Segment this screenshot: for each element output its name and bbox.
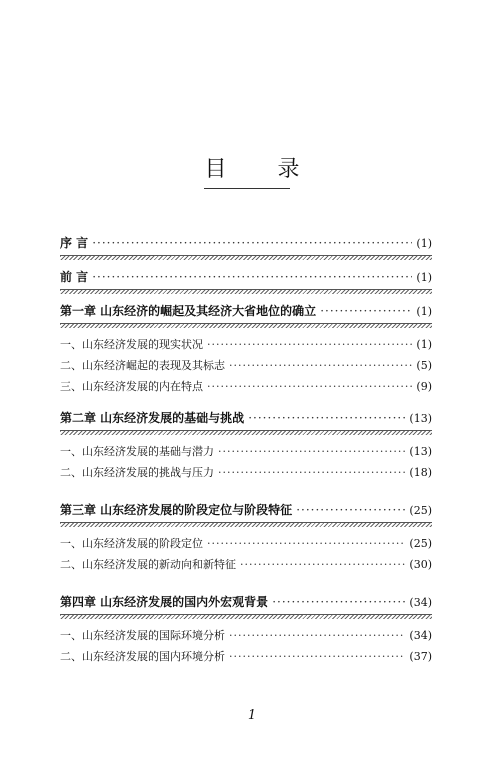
toc-leader-dots bbox=[218, 441, 405, 462]
hatched-divider bbox=[60, 522, 432, 527]
toc-entry-page: (13) bbox=[409, 412, 432, 425]
toc-entry-label: 一、山东经济发展的阶段定位 bbox=[60, 537, 203, 550]
toc-entry-label: 三、山东经济发展的内在特点 bbox=[60, 380, 203, 393]
toc-entry-section[interactable] bbox=[60, 355, 432, 376]
toc-entry-page: (30) bbox=[409, 558, 432, 571]
toc-entry-label: 二、山东经济崛起的表现及其标志 bbox=[60, 359, 225, 372]
toc-entry-label: 一、山东经济发展的基础与潜力 bbox=[60, 445, 214, 458]
hatched-divider bbox=[60, 289, 432, 294]
toc-entry-label: 二、山东经济发展的国内环境分析 bbox=[60, 650, 225, 663]
toc-leader-dots bbox=[207, 533, 405, 554]
toc-leader-dots bbox=[229, 646, 405, 667]
toc-entry-foreword[interactable] bbox=[60, 266, 432, 288]
table-of-contents bbox=[60, 232, 432, 667]
toc-entry-label: 第三章 山东经济发展的阶段定位与阶段特征 bbox=[60, 503, 293, 517]
toc-leader-dots bbox=[248, 407, 405, 429]
toc-leader-dots bbox=[240, 554, 405, 575]
spacer bbox=[60, 397, 432, 407]
toc-leader-dots bbox=[207, 376, 412, 397]
toc-entry-label: 第一章 山东经济的崛起及其经济大省地位的确立 bbox=[60, 304, 317, 318]
toc-leader-dots bbox=[229, 355, 412, 376]
toc-leader-dots bbox=[207, 334, 412, 355]
toc-leader-dots bbox=[92, 266, 412, 288]
toc-entry-section[interactable] bbox=[60, 376, 432, 397]
toc-entry-section[interactable] bbox=[60, 625, 432, 646]
toc-entry-page: (1) bbox=[416, 305, 432, 318]
toc-entry-label: 一、山东经济发展的国际环境分析 bbox=[60, 629, 225, 642]
hatched-divider bbox=[60, 323, 432, 328]
toc-leader-dots bbox=[272, 591, 405, 613]
page-number: 1 bbox=[247, 708, 257, 723]
toc-leader-dots bbox=[296, 499, 405, 521]
toc-entry-chapter-2[interactable] bbox=[60, 407, 432, 429]
toc-entry-chapter-4[interactable] bbox=[60, 591, 432, 613]
toc-entry-page: (37) bbox=[409, 650, 432, 663]
toc-entry-page: (9) bbox=[416, 380, 432, 393]
toc-entry-page: (1) bbox=[416, 271, 432, 284]
toc-leader-dots bbox=[229, 625, 405, 646]
toc-entry-label: 第四章 山东经济发展的国内外宏观背景 bbox=[60, 595, 269, 609]
toc-entry-chapter-1[interactable] bbox=[60, 300, 432, 322]
toc-entry-page: (34) bbox=[409, 629, 432, 642]
spacer bbox=[60, 575, 432, 591]
hatched-divider bbox=[60, 255, 432, 260]
toc-leader-dots bbox=[92, 232, 412, 254]
toc-entry-label: 一、山东经济发展的现实状况 bbox=[60, 338, 203, 351]
toc-entry-page: (18) bbox=[409, 466, 432, 479]
toc-entry-section[interactable] bbox=[60, 554, 432, 575]
spacer bbox=[60, 483, 432, 499]
toc-entry-label: 二、山东经济发展的新动向和新特征 bbox=[60, 558, 236, 571]
toc-entry-section[interactable] bbox=[60, 646, 432, 667]
toc-entry-section[interactable] bbox=[60, 533, 432, 554]
toc-entry-page: (25) bbox=[409, 537, 432, 550]
toc-entry-section[interactable] bbox=[60, 462, 432, 483]
toc-entry-section[interactable] bbox=[60, 441, 432, 462]
toc-entry-page: (1) bbox=[416, 237, 432, 250]
toc-entry-label: 序 言 bbox=[60, 236, 89, 250]
toc-entry-page: (25) bbox=[409, 504, 432, 517]
toc-entry-page: (5) bbox=[416, 359, 432, 372]
page-title: 目 录 bbox=[204, 157, 322, 182]
hatched-divider bbox=[60, 614, 432, 619]
hatched-divider bbox=[60, 430, 432, 435]
toc-entry-label: 第二章 山东经济发展的基础与挑战 bbox=[60, 411, 245, 425]
toc-leader-dots bbox=[320, 300, 412, 322]
toc-entry-preface[interactable] bbox=[60, 232, 432, 254]
toc-entry-page: (34) bbox=[409, 596, 432, 609]
toc-entry-page: (1) bbox=[416, 338, 432, 351]
toc-entry-section[interactable] bbox=[60, 334, 432, 355]
title-underline bbox=[204, 188, 290, 189]
toc-entry-page: (13) bbox=[409, 445, 432, 458]
toc-leader-dots bbox=[218, 462, 405, 483]
toc-entry-label: 二、山东经济发展的挑战与压力 bbox=[60, 466, 214, 479]
toc-entry-chapter-3[interactable] bbox=[60, 499, 432, 521]
toc-entry-label: 前 言 bbox=[60, 270, 89, 284]
